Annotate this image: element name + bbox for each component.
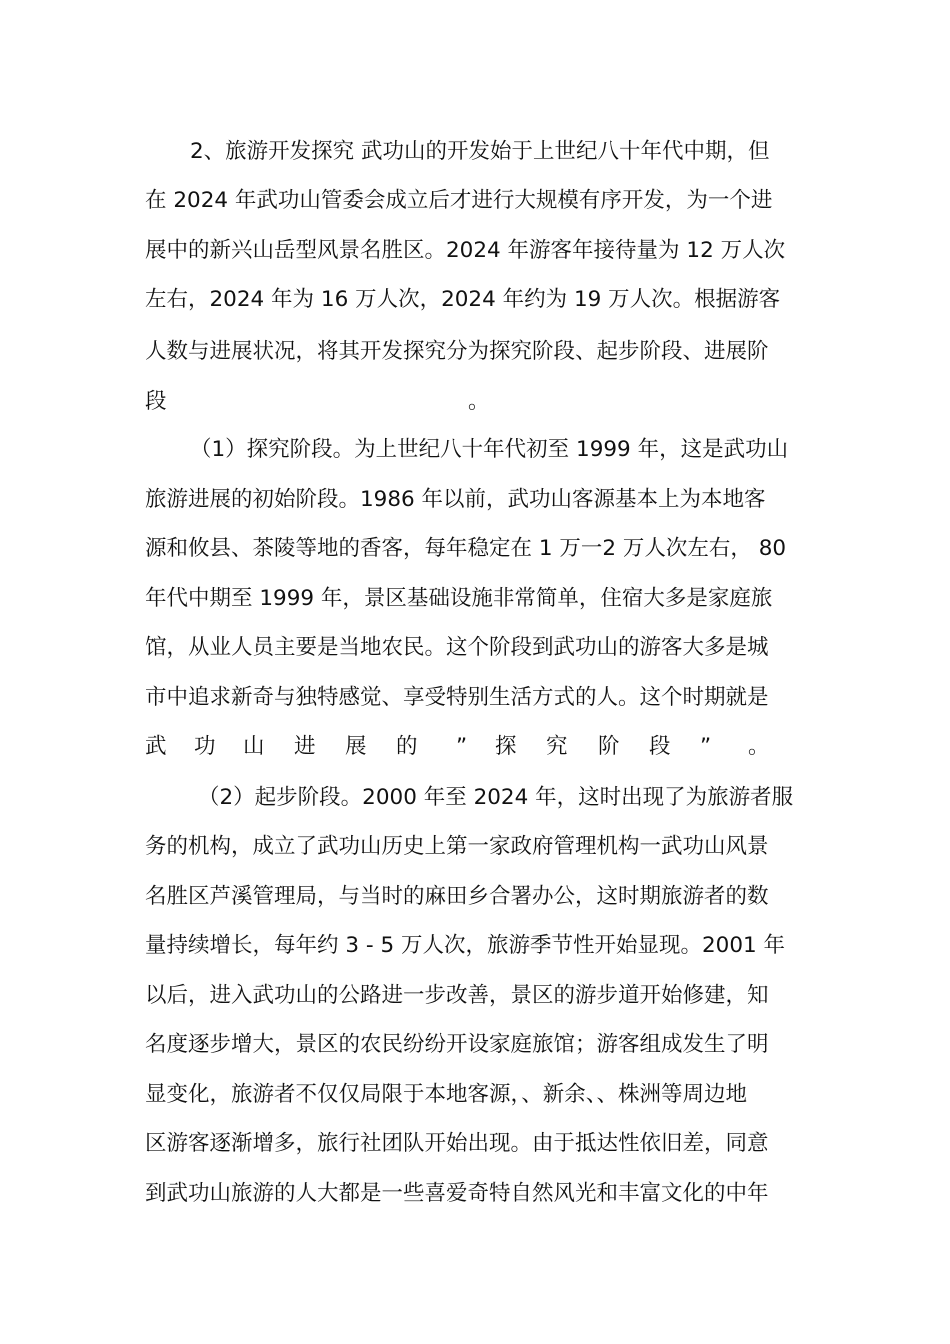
- spaced-char: 进: [294, 734, 316, 759]
- text-line: 名度逐步增大，景区的农民纷纷开设家庭旅馆；游客组成发生了明: [145, 1032, 769, 1057]
- text-line: 2、旅游开发探究 武功山的开发始于上世纪八十年代中期，但: [190, 139, 770, 164]
- text-line: 旅游进展的初始阶段。1986 年以前，武功山客源基本上为本地客: [145, 487, 766, 512]
- spaced-char: 。: [748, 734, 770, 759]
- spaced-char: 段: [649, 734, 671, 759]
- spaced-char: 功: [194, 734, 216, 759]
- text-line: （1）探究阶段。为上世纪八十年代初至 1999 年，这是武功山: [190, 437, 789, 462]
- text-line: 馆，从业人员主要是当地农民。这个阶段到武功山的游客大多是城: [145, 635, 769, 660]
- spaced-char: 展: [345, 734, 367, 759]
- spaced-char: 阶: [598, 734, 620, 759]
- text-line: 人数与进展状况，将其开发探究分为探究阶段、起步阶段、进展阶: [145, 339, 769, 364]
- text-line: 左右，2024 年为 16 万人次，2024 年约为 19 万人次。根据游客: [145, 287, 781, 312]
- text-line: 以后，进入武功山的公路进一步改善，景区的游步道开始修建，知: [145, 983, 769, 1008]
- text-line: 段: [145, 389, 167, 414]
- text-line: 到武功山旅游的人大都是一些喜爱奇特自然风光和丰富文化的中年: [145, 1181, 769, 1206]
- spaced-char: 究: [546, 734, 568, 759]
- text-line: 年代中期至 1999 年，景区基础设施非常简单，住宿大多是家庭旅: [145, 586, 773, 611]
- text-line: 市中追求新奇与独特感觉、享受特别生活方式的人。这个时期就是: [145, 685, 769, 710]
- text-line: 区游客逐渐增多，旅行社团队开始出现。由于抵达性依旧差，同意: [145, 1131, 769, 1156]
- spaced-char: 的: [396, 734, 418, 759]
- text-line: 展中的新兴山岳型风景名胜区。2024 年游客年接待量为 12 万人次: [145, 238, 786, 263]
- spaced-char: 武: [145, 734, 167, 759]
- spaced-char: ”: [700, 734, 712, 759]
- text-line: 显变化，旅游者不仅仅局限于本地客源，、新余、、株洲等周边地: [145, 1082, 748, 1107]
- text-line: 务的机构，成立了武功山历史上第一家政府管理机构一武功山风景: [145, 834, 769, 859]
- text-line: 量持续增长，每年约 3 - 5 万人次，旅游季节性开始显现。2001 年: [145, 933, 786, 958]
- text-line: 名胜区芦溪管理局，与当时的麻田乡合署办公，这时期旅游者的数: [145, 884, 769, 909]
- spaced-char: ”: [456, 734, 468, 759]
- text-line-period: 。: [468, 389, 490, 414]
- text-line: 源和攸县、茶陵等地的香客，每年稳定在 1 万一2 万人次左右， 80: [145, 536, 787, 561]
- spaced-char: 山: [243, 734, 265, 759]
- spaced-char: 探: [495, 734, 517, 759]
- text-line: 在 2024 年武功山管委会成立后才进行大规模有序开发，为一个进: [145, 188, 773, 213]
- text-line: （2）起步阶段。2000 年至 2024 年，这时出现了为旅游者服: [198, 785, 794, 810]
